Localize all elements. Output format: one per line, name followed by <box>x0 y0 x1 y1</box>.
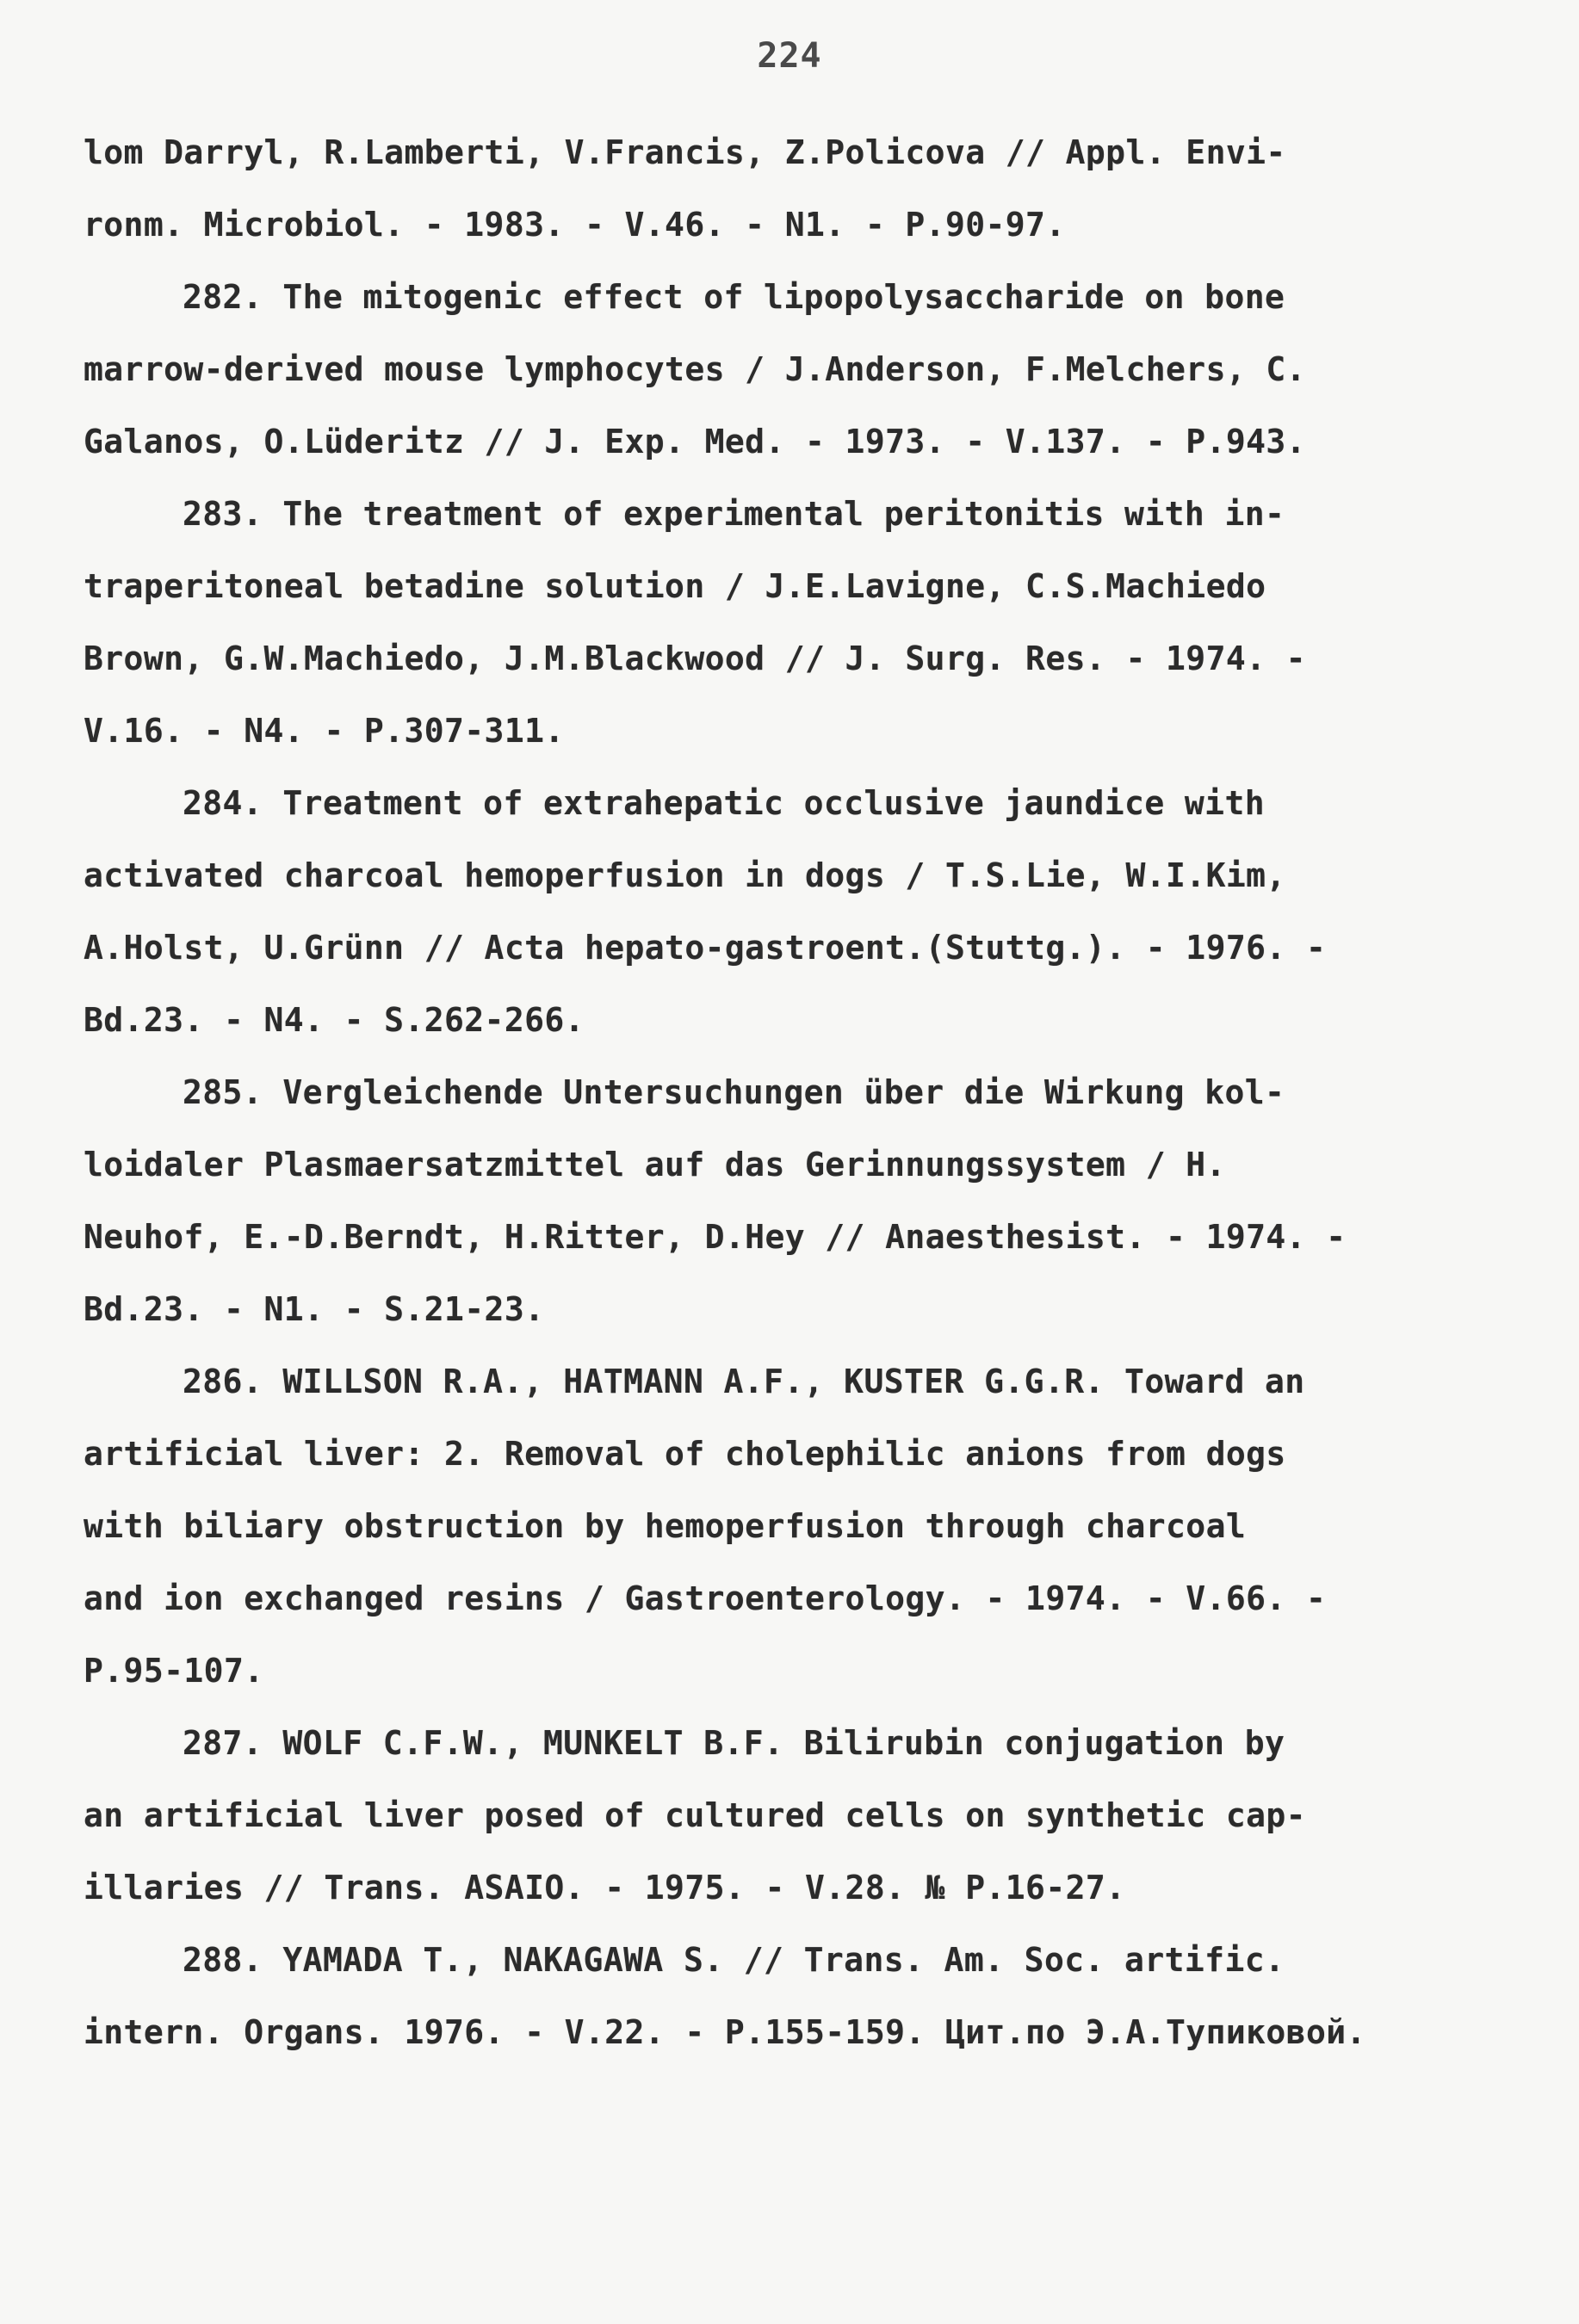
page-number: 224 <box>757 36 822 76</box>
text-line: traperitoneal betadine solution / J.E.Lavigne, C.S.Machiedo <box>84 567 1266 605</box>
text-line: and ion exchanged resins / Gastroenterology. - 1974. - V.66. - <box>84 1579 1327 1617</box>
text-line: 283. The treatment of experimental peritonitis with in- <box>183 495 1285 533</box>
text-line: Bd.23. - N4. - S.262-266. <box>84 1001 585 1039</box>
text-line: Neuhof, E.-D.Berndt, H.Ritter, D.Hey // Anaesthesist. - 1974. - <box>84 1218 1347 1256</box>
text-line: intern. Organs. 1976. - V.22. - P.155-159. Цит.по Э.А.Тупиковой. <box>84 2013 1366 2051</box>
text-line: 282. The mitogenic effect of lipopolysaccharide on bone <box>183 278 1285 316</box>
text-line: Bd.23. - N1. - S.21-23. <box>84 1290 545 1328</box>
text-line: ronm. Microbiol. - 1983. - V.46. - N1. - P.90-97. <box>84 206 1066 244</box>
text-line: V.16. - N4. - P.307-311. <box>84 712 565 750</box>
text-line: with biliary obstruction by hemoperfusion through charcoal <box>84 1507 1247 1545</box>
text-line: marrow-derived mouse lymphocytes / J.Anderson, F.Melchers, C. <box>84 350 1306 388</box>
text-line: illaries // Trans. ASAIO. - 1975. - V.28. № P.16-27. <box>84 1869 1126 1907</box>
text-line: 288. YAMADA T., NAKAGAWA S. // Trans. Am. Soc. artific. <box>183 1941 1285 1979</box>
text-line: 287. WOLF C.F.W., MUNKELT B.F. Bilirubin conjugation by <box>183 1724 1285 1762</box>
text-line: A.Holst, U.Grünn // Acta hepato-gastroent.(Stuttg.). - 1976. - <box>84 929 1327 967</box>
text-line: 286. WILLSON R.A., HATMANN A.F., KUSTER G.G.R. Toward an <box>183 1363 1305 1400</box>
text-line: loidaler Plasmaersatzmittel auf das Gerinnungssystem / H. <box>84 1146 1226 1184</box>
text-line: 285. Vergleichende Untersuchungen über die Wirkung kol- <box>183 1073 1285 1111</box>
reference-list <box>84 116 1495 2068</box>
text-line: Galanos, O.Lüderitz // J. Exp. Med. - 1973. - V.137. - P.943. <box>84 423 1306 460</box>
text-line: P.95-107. <box>84 1652 264 1690</box>
text-line: 284. Treatment of extrahepatic occlusive jaundice with <box>183 784 1266 822</box>
text-line: an artificial liver posed of cultured cells on synthetic cap- <box>84 1796 1306 1834</box>
text-line: artificial liver: 2. Removal of cholephilic anions from dogs <box>84 1435 1286 1473</box>
text-line: lom Darryl, R.Lamberti, V.Francis, Z.Policova // Appl. Envi- <box>84 133 1286 171</box>
text-line: activated charcoal hemoperfusion in dogs / T.S.Lie, W.I.Kim, <box>84 856 1286 894</box>
text-line: Brown, G.W.Machiedo, J.M.Blackwood // J. Surg. Res. - 1974. - <box>84 640 1306 677</box>
